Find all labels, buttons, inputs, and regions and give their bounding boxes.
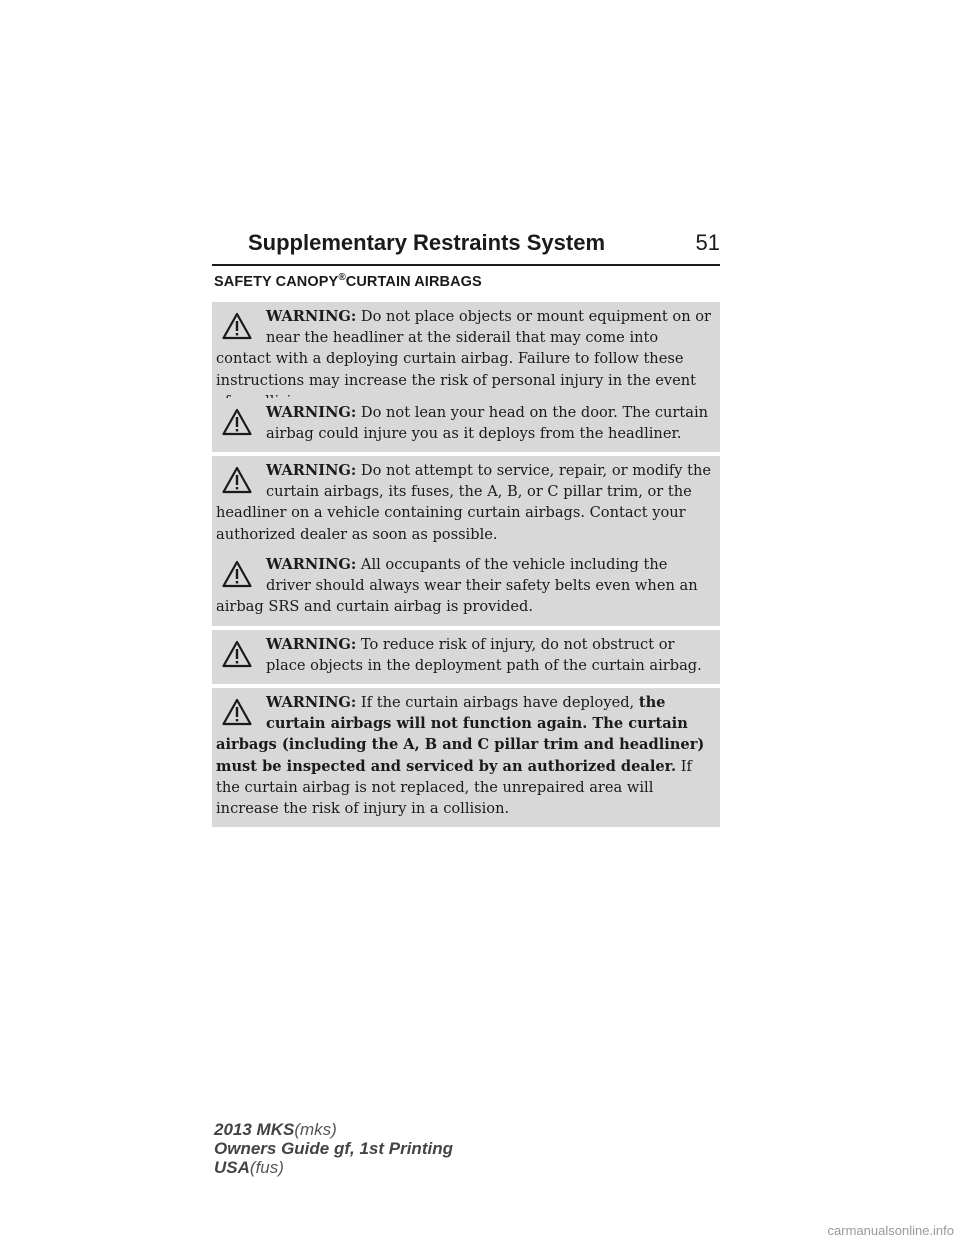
warning-triangle-icon <box>222 466 256 498</box>
warning-label: WARNING: <box>266 694 357 711</box>
footer-line-3 <box>214 1158 453 1177</box>
footer-market: USA <box>214 1158 250 1177</box>
warning-label: WARNING: <box>266 556 357 573</box>
footer-line-2: Owners Guide gf, 1st Printing <box>214 1139 453 1158</box>
warning-text: Do not lean your head on the door. The curtain airbag could injure you as it deploys from the headliner. <box>266 404 709 443</box>
section-title-main: SAFETY CANOPY <box>214 273 339 290</box>
warning-text: To reduce risk of injury, do not obstruct or place objects in the deployment path of the curtain airbag. <box>266 636 702 675</box>
footer-line-1 <box>214 1120 453 1139</box>
footer-market-code: (fus) <box>249 1158 284 1177</box>
warning-text-before: If the curtain airbags have deployed, <box>360 694 639 711</box>
warning-box-6 <box>212 688 720 827</box>
warning-triangle-icon <box>222 560 256 592</box>
footer-model: 2013 MKS <box>214 1120 295 1139</box>
warning-triangle-icon <box>222 408 256 440</box>
warning-label: WARNING: <box>266 404 357 421</box>
warning-text: All occupants of the vehicle including the driver should always wear their safety belts even when an airbag SRS and curtain airbag is provided. <box>216 556 698 616</box>
warning-box-2 <box>212 398 720 452</box>
footer-model-code: (mks) <box>294 1120 337 1139</box>
warning-box-3 <box>212 456 720 553</box>
warning-text-emphasis: the curtain airbags will not function again. The curtain airbags (including the A, B and C pillar trim and headliner) must be inspected and serviced by an authorized dealer. <box>216 694 705 775</box>
warning-box-5 <box>212 630 720 684</box>
warning-text: Do not attempt to service, repair, or modify the curtain airbags, its fuses, the A, B, or C pillar trim, or the headliner on a vehicle containing curtain airbags. Contact your authorized dealer as soon as possible. <box>216 462 712 543</box>
warning-triangle-icon <box>222 698 256 730</box>
warning-label: WARNING: <box>266 462 357 479</box>
warning-text-after: If the curtain airbag is not replaced, the unrepaired area will increase the risk of injury in a collision. <box>216 757 692 818</box>
section-title <box>214 272 482 290</box>
print-footer <box>214 1120 453 1177</box>
warning-triangle-icon <box>222 640 256 672</box>
warning-label: WARNING: <box>266 308 357 325</box>
warning-text: Do not place objects or mount equipment on or near the headliner at the siderail that may come into contact with a deploying curtain airbag. Failure to follow these instructions may increase the risk of personal injury in the event <box>216 308 712 389</box>
header-title: Supplementary Restraints System <box>248 230 606 255</box>
warning-triangle-icon <box>222 312 256 344</box>
section-title-rest: CURTAIN AIRBAGS <box>345 273 482 290</box>
site-watermark: carmanualsonline.info <box>827 1223 954 1238</box>
page-number: 51 <box>695 230 720 255</box>
registered-mark: ® <box>338 272 346 283</box>
warning-box-4 <box>212 550 720 626</box>
page-header <box>212 228 720 266</box>
warning-label: WARNING: <box>266 636 357 653</box>
